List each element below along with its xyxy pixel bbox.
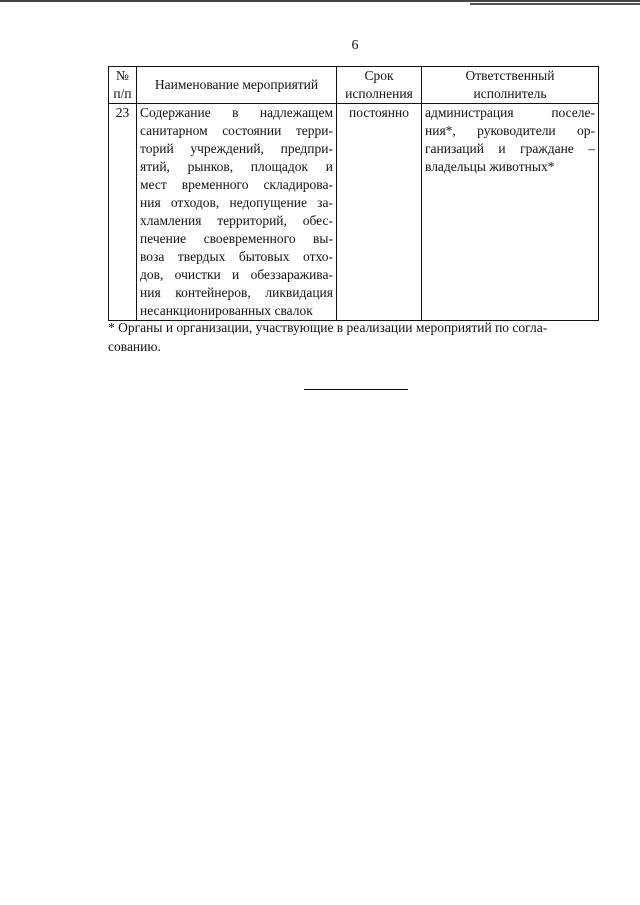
responsible-line: ганизаций и граждане – bbox=[425, 141, 595, 156]
header-number-line-1: № bbox=[116, 68, 129, 83]
row-responsible bbox=[422, 104, 599, 321]
header-term-line-2: исполнения bbox=[345, 86, 413, 101]
measure-line: Содержание в надлежащем bbox=[140, 105, 333, 120]
responsible-line: ния*, руководители ор- bbox=[425, 123, 595, 138]
header-number bbox=[109, 67, 137, 104]
row-measure-name bbox=[137, 104, 337, 321]
header-responsible-line-1: Ответственный bbox=[465, 68, 555, 83]
measure-line: ния отходов, недопущение за- bbox=[140, 195, 333, 210]
measure-line: ния контейнеров, ликвидация bbox=[140, 285, 333, 300]
end-separator-line bbox=[304, 389, 408, 390]
responsible-line: владельцы животных* bbox=[425, 159, 555, 174]
header-responsible bbox=[422, 67, 599, 104]
page-number: 6 bbox=[351, 38, 359, 53]
row-number: 23 bbox=[109, 104, 137, 321]
measure-line: воза твердых бытовых отхо- bbox=[140, 249, 333, 264]
measure-line: хламления территорий, обес- bbox=[140, 213, 333, 228]
table-row bbox=[109, 104, 599, 321]
header-name-label: Наименование мероприятий bbox=[154, 77, 319, 92]
measure-line: печение своевременного вы- bbox=[140, 231, 333, 246]
scan-top-edge-mark bbox=[470, 3, 640, 5]
header-responsible-line-2: исполнитель bbox=[473, 86, 547, 101]
measure-line: несанкционированных свалок bbox=[140, 303, 313, 318]
footnote: * Органы и организации, участвующие в реализации мероприятий по согла-сованию. bbox=[108, 320, 548, 354]
row-term: постоянно bbox=[337, 104, 422, 321]
measure-line: дов, очистки и обеззаражива- bbox=[140, 267, 333, 282]
header-term bbox=[337, 67, 422, 104]
measure-line: санитарном состоянии терри- bbox=[140, 123, 333, 138]
header-name bbox=[137, 67, 337, 104]
responsible-line: администрация поселе- bbox=[425, 105, 595, 120]
header-term-line-1: Срок bbox=[364, 68, 394, 83]
measure-line: ятий, рынков, площадок и bbox=[140, 159, 333, 174]
table-header-row bbox=[109, 67, 599, 104]
measure-line: мест временного складирова- bbox=[140, 177, 333, 192]
header-number-line-2: п/п bbox=[113, 86, 132, 101]
measure-line: торий учреждений, предпри- bbox=[140, 141, 333, 156]
measures-table bbox=[108, 66, 599, 321]
